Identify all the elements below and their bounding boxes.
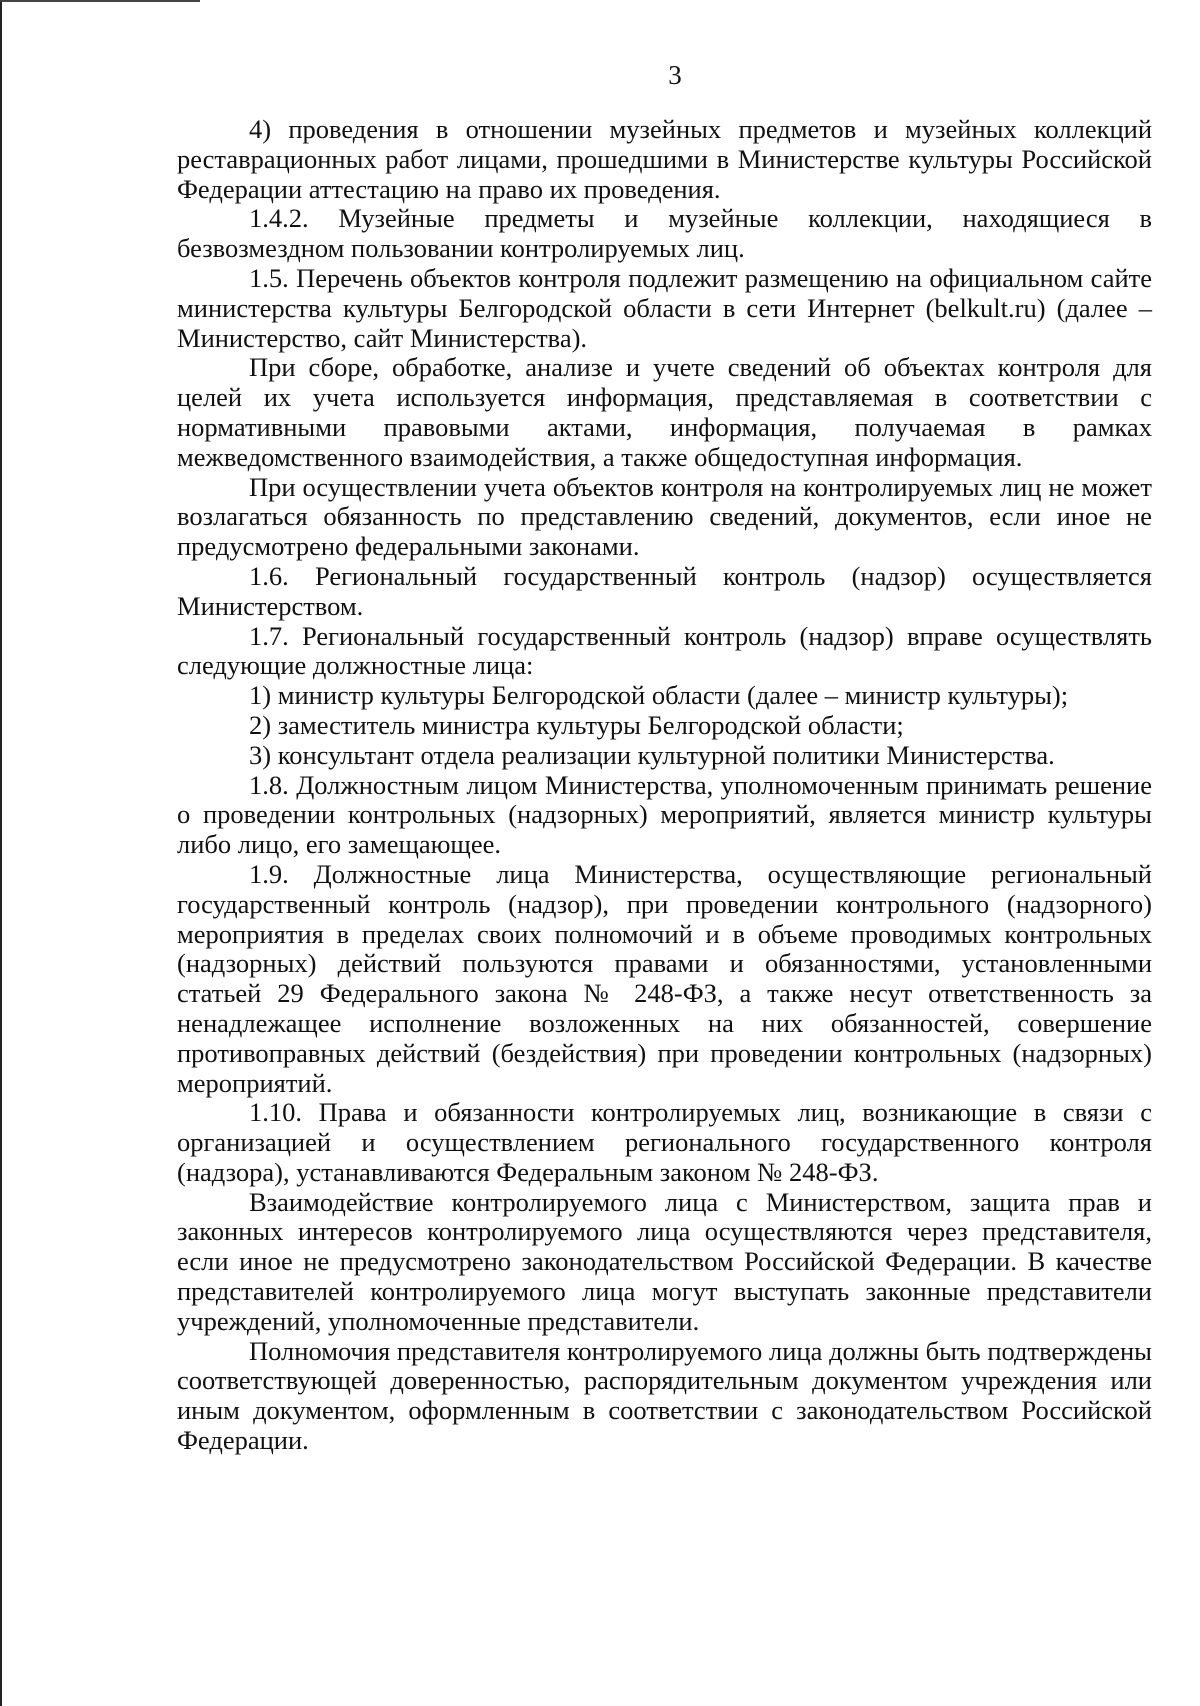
list-item-consultant: 3) консультант отдела реализации культурной политики Министерства. xyxy=(249,739,1055,770)
paragraph-1-10: 1.10. Права и обязанности контролируемых лиц, возникающие в связи с организацией и осуществлением регионального государственного контроля (надзора), устанавливаются Федеральным законом № 248-ФЗ. xyxy=(177,1097,1152,1187)
paragraph-1-8: 1.8. Должностным лицом Министерства, уполномоченным принимать решение о проведении контрольных (надзорных) мероприятий, является министр культуры либо лицо, его замещающее. xyxy=(177,769,1152,860)
paragraph-1-6: 1.6. Региональный государственный контроль (надзор) осуществляется Министерством. xyxy=(177,560,1152,621)
list-item-minister: 1) министр культуры Белгородской области (далее – министр культуры); xyxy=(249,680,1069,711)
scan-edge-left xyxy=(0,0,2,1706)
list-item-deputy-minister: 2) заместитель министра культуры Белгородской области; xyxy=(249,709,904,740)
scan-edge-top xyxy=(0,0,200,2)
paragraph-1-9: 1.9. Должностные лица Министерства, осуществляющие региональный государственный контроль (надзор), при проведении контрольного (надзорного) мероприятия в пределах своих полномочий и в объеме проводимых контрольных (надзорных) действий пользуются правами и обязанностями, установленными статьей 29 Федерального закона № 248-ФЗ, а также несут ответственность за ненадлежащее исполнение возложенных на них обязанностей, совершение противоправных действий (бездействия) при проведении контрольных (надзорных) мероприятий. xyxy=(177,858,1152,1098)
paragraph-1-5: 1.5. Перечень объектов контроля подлежит размещению на официальном сайте министерства культуры Белгородской области в сети Интернет (belkult.ru) (далее – Министерство, сайт Министерства). xyxy=(177,262,1152,353)
paragraph-1-4-2: 1.4.2. Музейные предметы и музейные коллекции, находящиеся в безвозмездном пользовании контролируемых лиц. xyxy=(177,203,1152,264)
document-body xyxy=(177,115,1152,1456)
paragraph-representative-powers: Полномочия представителя контролируемого лица должны быть подтверждены соответствующей доверенностью, распорядительным документом учреждения или иным документом, оформленным в соответствии с законодательством Российской Федерации. xyxy=(177,1335,1152,1456)
paragraph-accounting-obligations: При осуществлении учета объектов контроля на контролируемых лиц не может возлагаться обязанность по представлению сведений, документов, если иное не предусмотрено федеральными законами. xyxy=(177,471,1152,562)
paragraph-item-4-restoration: 4) проведения в отношении музейных предметов и музейных коллекций реставрационных работ лицами, прошедшими в Министерстве культуры Российской Федерации аттестацию на право их проведения. xyxy=(177,114,1152,204)
paragraph-1-7: 1.7. Региональный государственный контроль (надзор) вправе осуществлять следующие должностные лица: xyxy=(177,620,1152,681)
paragraph-representation: Взаимодействие контролируемого лица с Министерством, защита прав и законных интересов контролируемого лица осуществляются через представителя, если иное не предусмотрено законодательством Российской Федерации. В качестве представителей контролируемого лица могут выступать законные представители учреждений, уполномоченные представители. xyxy=(177,1186,1152,1336)
paragraph-data-collection: При сборе, обработке, анализе и учете сведений об объектах контроля для целей их учета используется информация, представляемая в соответствии с нормативными правовыми актами, информация, получаемая в рамках межведомственного взаимодействия, а также общедоступная информация. xyxy=(177,352,1152,472)
page-number: 3 xyxy=(668,60,682,90)
